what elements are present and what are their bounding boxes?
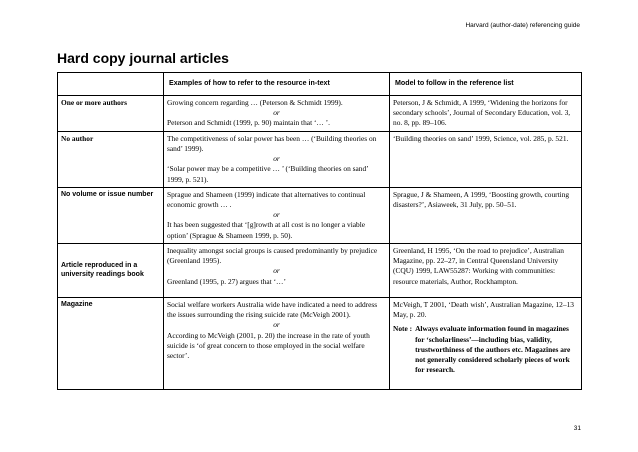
- table-row: [58, 297, 582, 389]
- row-category: Magazine: [58, 297, 164, 389]
- or-separator: or: [273, 108, 280, 118]
- header-category: [58, 73, 164, 96]
- note-text: Always evaluate information found in magazines for ‘scholarliness’—including bias, validity, trustworthiness of the authors etc. Magazines are not generally considered scholarly pieces of work for research.: [415, 324, 571, 375]
- in-text-line: Inequality amongst social groups is caused predominantly by prejudice (Greenland 1995).: [167, 245, 378, 266]
- in-text-line: Greenland (1995, p. 27) argues that ‘…’: [167, 276, 286, 286]
- reference-table: [57, 72, 582, 390]
- in-text-line: The competitiveness of solar power has been … (‘Building theories on sand’ 1999).: [167, 133, 377, 153]
- row-category: One or more authors: [58, 96, 164, 132]
- in-text-line: According to McVeigh (2001, p. 20) the increase in the rate of youth suicide is ‘of great concern to those employed in the social welfare sector’.: [167, 330, 370, 360]
- or-separator: or: [273, 154, 280, 164]
- row-category: No volume or issue number: [58, 187, 164, 243]
- header-reference-list: Model to follow in the reference list: [390, 73, 582, 96]
- in-text-example: [164, 187, 390, 243]
- in-text-example: [164, 131, 390, 187]
- reference-model: [390, 297, 582, 389]
- note-label: Note :: [393, 324, 413, 334]
- table-row: [58, 243, 582, 297]
- row-category: Article reproduced in a university readings book: [58, 243, 164, 297]
- reference-text: McVeigh, T 2001, ‘Death wish’, Australian Magazine, 12–13 May, p. 20.: [393, 299, 574, 320]
- table-row: [58, 187, 582, 243]
- reference-model: Greenland, H 1995, ‘On the road to prejudice’, Australian Magazine, pp. 22–27, in Central Queensland University (CQU) 1999, LAW55287: Working with communities: resource materials, Author, Rockhampton.: [390, 243, 582, 297]
- in-text-line: Growing concern regarding … (Peterson & Schmidt 1999).: [167, 98, 343, 107]
- in-text-example: [164, 96, 390, 132]
- in-text-line: Social welfare workers Australia wide have indicated a need to address the issues surrounding the rising suicide rate (McVeigh 2001).: [167, 299, 378, 320]
- evaluation-note: [393, 324, 578, 375]
- reference-model: Peterson, J & Schmidt, A 1999, ‘Widening the horizons for secondary schools’, Journal of Secondary Education, vol. 3, no. 8, pp. 89–106.: [390, 96, 582, 132]
- or-separator: or: [273, 210, 280, 220]
- page-number: 31: [573, 425, 581, 432]
- header-in-text: Examples of how to refer to the resource in-text: [164, 73, 390, 96]
- in-text-line: It has been suggested that ‘[g]rowth at all cost is no longer a viable option’ (Sprague & Shameen 1999, p. 50).: [167, 220, 366, 240]
- in-text-example: [164, 297, 390, 389]
- table-row: [58, 131, 582, 187]
- table-header-row: [58, 73, 582, 96]
- table-row: [58, 96, 582, 132]
- page-title: Hard copy journal articles: [57, 50, 229, 66]
- running-head: Harvard (author-date) referencing guide: [465, 22, 580, 29]
- in-text-example: [164, 243, 390, 297]
- in-text-line: Sprague and Shameen (1999) indicate that alternatives to continual economic growth … .: [167, 189, 366, 209]
- or-separator: or: [273, 266, 280, 276]
- reference-model: ‘Building theories on sand’ 1999, Science, vol. 285, p. 521.: [390, 131, 582, 187]
- in-text-line: Peterson and Schmidt (1999, p. 90) maintain that ‘… ’.: [167, 118, 330, 128]
- or-separator: or: [273, 320, 280, 330]
- reference-model: Sprague, J & Shameen, A 1999, ‘Boosting growth, courting disasters?’, Asiaweek, 31 July, pp. 50–51.: [390, 187, 582, 243]
- row-category: No author: [58, 131, 164, 187]
- in-text-line: ‘Solar power may be a competitive … ’ (‘Building theories on sand’ 1999, p. 521).: [167, 164, 369, 184]
